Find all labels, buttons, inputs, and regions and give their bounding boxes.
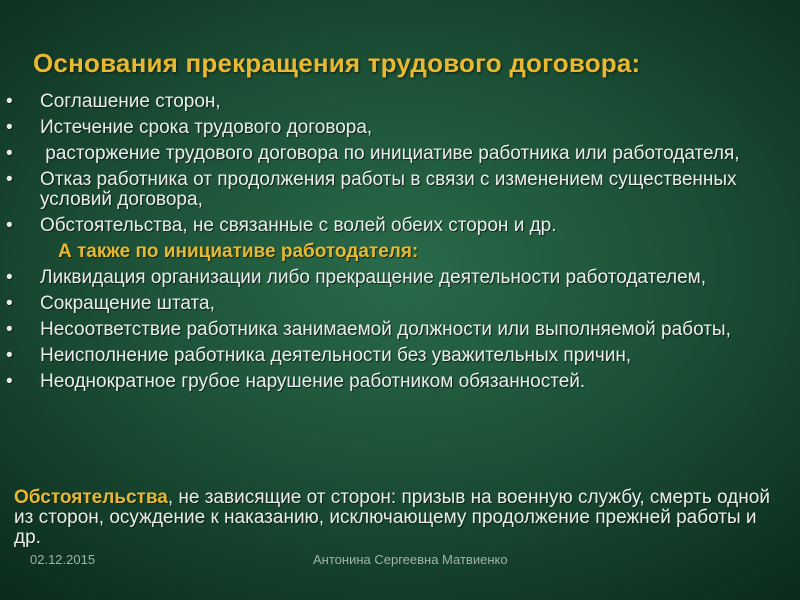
list-item-text: Неисполнение работника деятельности без уважительных причин,: [40, 345, 632, 366]
list-item: [0, 372, 790, 392]
footer-date: 02.12.2015: [30, 552, 96, 567]
bullet-icon: •: [6, 319, 13, 340]
list-item: [0, 144, 790, 164]
list-item-text: Обстоятельства, не связанные с волей обеих сторон и др.: [40, 215, 557, 236]
bullet-icon: •: [6, 215, 13, 236]
list-item-text: Неоднократное грубое нарушение работником обязанностей.: [40, 371, 586, 392]
closing-text: , не зависящие от сторон: призыв на военную службу, смерть одной из сторон, осуждение к наказанию, исключающему продолжение прежней работы и др.: [14, 487, 770, 548]
bullet-icon: •: [6, 117, 13, 138]
list-item: [0, 268, 790, 288]
closing-highlight: Обстоятельства: [14, 487, 168, 508]
list-item: [0, 118, 790, 138]
subheading: А также по инициативе работодателя:: [58, 241, 419, 262]
bullet-icon: •: [6, 293, 13, 314]
closing-paragraph: [14, 488, 784, 548]
list-item-text: Несоответствие работника занимаемой должности или выполняемой работы,: [40, 319, 731, 340]
list-item: [0, 346, 790, 366]
list-item: [0, 170, 790, 210]
footer-author: Антонина Сергеевна Матвиенко: [313, 552, 508, 567]
bullet-icon: •: [6, 91, 13, 112]
list-item: [0, 92, 790, 112]
bullet-icon: •: [6, 345, 13, 366]
list-item-text: Сокращение штата,: [40, 293, 215, 314]
list-item: [0, 216, 790, 236]
list-item: [0, 294, 790, 314]
bullet-icon: •: [6, 267, 13, 288]
list-item: [0, 320, 790, 340]
bullet-icon: •: [6, 371, 13, 392]
list-item-text: расторжение трудового договора по инициативе работника или работодателя,: [40, 143, 740, 164]
bullet-list: [0, 92, 790, 398]
bullet-icon: •: [6, 143, 13, 164]
bullet-icon: •: [6, 169, 13, 190]
list-item-text: Ликвидация организации либо прекращение деятельности работодателем,: [40, 267, 707, 288]
list-item-text: Отказ работника от продолжения работы в связи с изменением существенных условий договора,: [40, 169, 737, 210]
slide-title: Основания прекращения трудового договора:: [33, 48, 641, 78]
list-item-text: Истечение срока трудового договора,: [40, 117, 373, 138]
list-item-text: Соглашение сторон,: [40, 91, 221, 112]
